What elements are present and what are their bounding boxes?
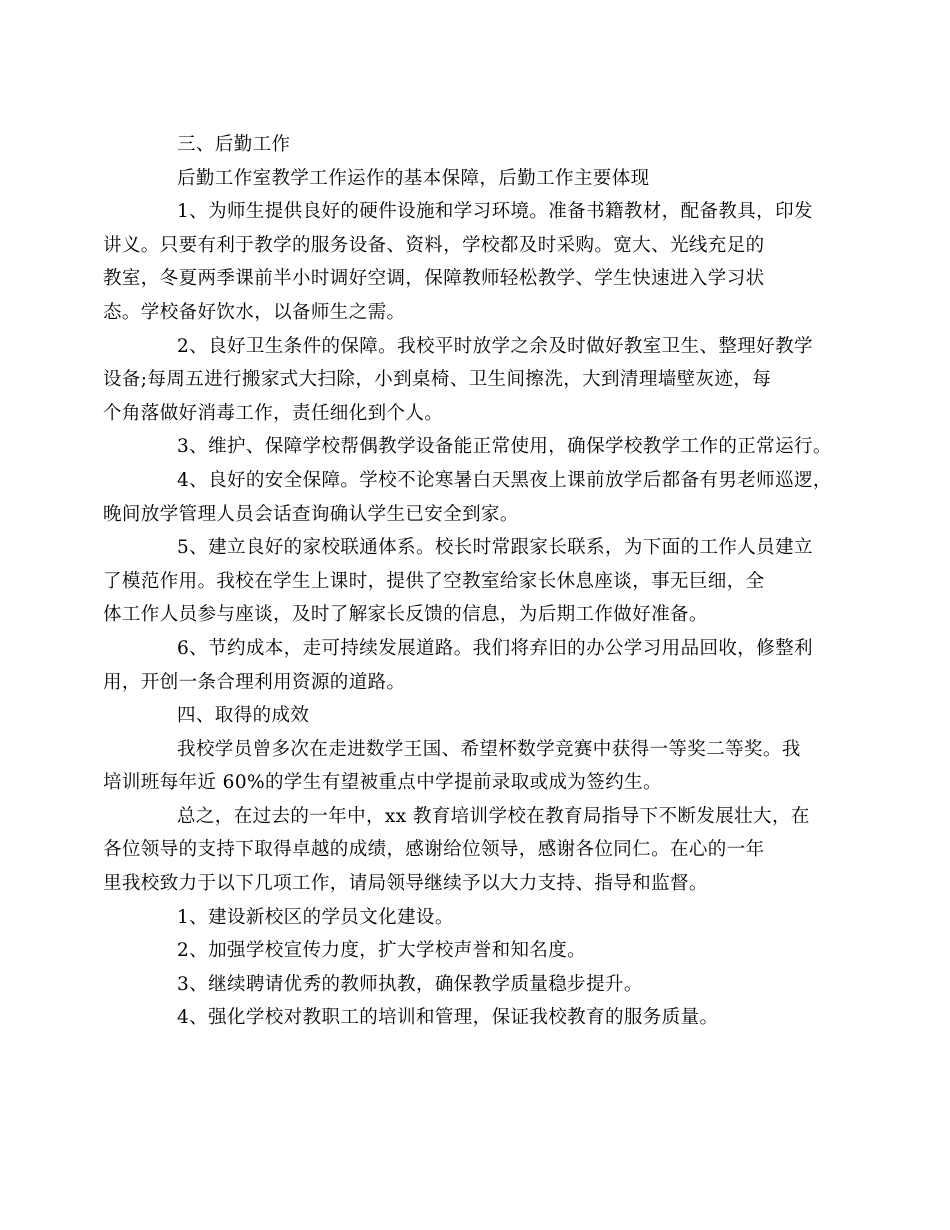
- paragraph-line: 里我校致力于以下几项工作，请局领导继续予以大力支持、指导和监督。: [103, 873, 708, 895]
- paragraph: [140, 699, 808, 733]
- paragraph-first-line: 总之，在过去的一年中，xx 教育培训学校在教育局指导下不断发展壮大，在: [177, 805, 810, 827]
- paragraph-first-line: 5、建立良好的家校联通体系。校长时常跟家长联系，为下面的工作人员建立: [177, 537, 813, 559]
- paragraph-first-line: 3、维护、保障学校帮偶教学设备能正常使用，确保学校教学工作的正常运行。: [177, 436, 832, 458]
- paragraph: [103, 330, 813, 431]
- paragraph-line: 教室，冬夏两季课前半小时调好空调，保障教师轻松教学、学生快速进入学习状: [103, 268, 765, 290]
- paragraph: [140, 162, 808, 196]
- paragraph-line: 设备;每周五进行搬家式大扫除，小到桌椅、卫生间擦洗，大到清理墙壁灰迹，每: [103, 369, 772, 391]
- paragraph-line: 用，开创一条合理利用资源的道路。: [103, 671, 406, 693]
- paragraph-first-line: 2、良好卫生条件的保障。我校平时放学之余及时做好教室卫生、整理好教学: [177, 335, 813, 357]
- paragraph-line: 个角落做好消毒工作，责任细化到个人。: [103, 402, 444, 424]
- paragraph-line: 各位领导的支持下取得卓越的成绩，感谢给位领导，感谢各位同仁。在心的一年: [103, 839, 765, 861]
- paragraph-first-line: 3、继续聘请优秀的教师执教，确保教学质量稳步提升。: [177, 973, 643, 995]
- paragraph: [103, 195, 813, 329]
- paragraph-first-line: 后勤工作室教学工作运作的基本保障，后勤工作主要体现: [177, 167, 650, 189]
- paragraph: [140, 901, 808, 935]
- paragraph-first-line: 6、节约成本，走可持续发展道路。我们将弃旧的办公学习用品回收，修整利: [177, 637, 813, 659]
- paragraph-first-line: 1、为师生提供良好的硬件设施和学习环境。准备书籍教材，配备教具，印发: [177, 201, 813, 223]
- paragraph-line: 态。学校备好饮水，以备师生之需。: [103, 301, 406, 323]
- paragraph-first-line: 四、取得的成效: [177, 705, 310, 727]
- paragraph: [103, 800, 810, 901]
- paragraph-first-line: 1、建设新校区的学员文化建设。: [177, 906, 454, 928]
- paragraph-first-line: 4、良好的安全保障。学校不论寒暑白天黑夜上课前放学后都备有男老师巡逻，: [177, 469, 832, 491]
- paragraph: [140, 430, 832, 464]
- paragraph-first-line: 2、加强学校宣传力度，扩大学校声誉和知名度。: [177, 940, 587, 962]
- paragraph-line: 体工作人员参与座谈，及时了解家长反馈的信息，为后期工作做好准备。: [103, 604, 708, 626]
- paragraph: [103, 531, 813, 632]
- paragraph: [103, 464, 832, 531]
- paragraph: [140, 968, 808, 1002]
- paragraph-line: 了模范作用。我校在学生上课时，提供了空教室给家长休息座谈，事无巨细，全: [103, 570, 765, 592]
- paragraph-first-line: 三、后勤工作: [177, 134, 291, 155]
- document-body: [103, 128, 832, 1035]
- paragraph-first-line: 4、强化学校对教职工的培训和管理，保证我校教育的服务质量。: [177, 1007, 719, 1029]
- paragraph: [103, 733, 808, 800]
- paragraph-line: 讲义。只要有利于教学的服务设备、资料，学校都及时采购。宽大、光线充足的: [103, 234, 765, 256]
- paragraph: [140, 128, 808, 162]
- paragraph: [140, 934, 808, 968]
- paragraph-line: 培训班每年近 60%的学生有望被重点中学提前录取或成为签约生。: [103, 772, 662, 794]
- paragraph: [103, 632, 813, 699]
- paragraph: [140, 1001, 808, 1035]
- paragraph-first-line: 我校学员曾多次在走进数学王国、希望杯数学竞赛中获得一等奖二等奖。我: [177, 738, 801, 760]
- paragraph-line: 晚间放学管理人员会话查询确认学生已安全到家。: [103, 503, 519, 525]
